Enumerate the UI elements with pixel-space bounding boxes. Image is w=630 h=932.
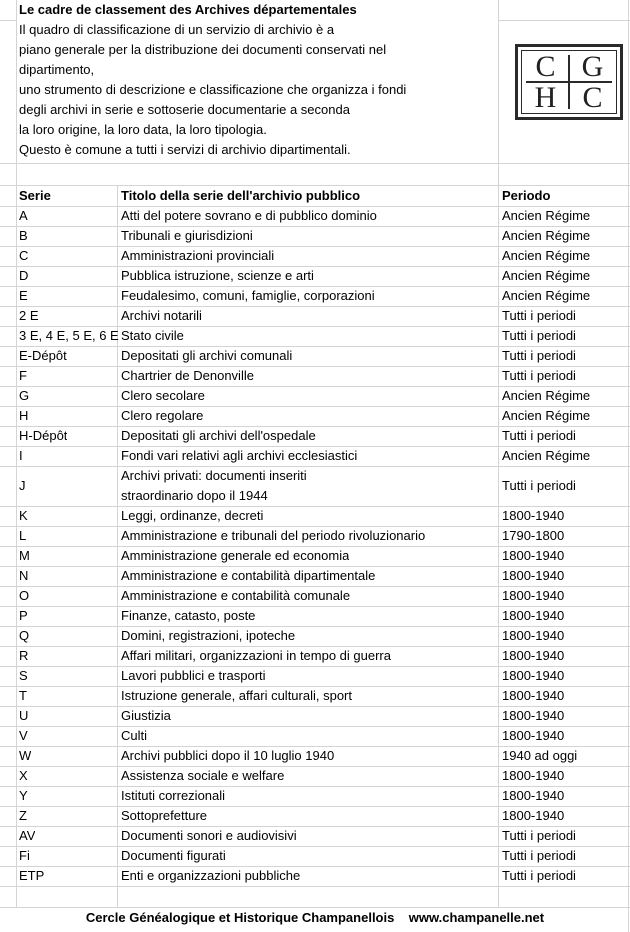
row-serie: F bbox=[19, 368, 27, 383]
row-periodo: Ancien Régime bbox=[502, 408, 591, 423]
row-periodo: Tutti i periodi bbox=[502, 428, 576, 443]
row-serie: G bbox=[19, 388, 30, 403]
row-titolo: Lavori pubblici e trasporti bbox=[121, 668, 266, 683]
row-titolo: Tribunali e giurisdizioni bbox=[121, 228, 253, 243]
row-periodo: Tutti i periodi bbox=[502, 828, 576, 843]
row-periodo: 1800-1940 bbox=[502, 788, 565, 803]
row-titolo: Pubblica istruzione, scienze e arti bbox=[121, 268, 314, 283]
grid-col-title-periodo bbox=[498, 0, 499, 908]
row-periodo: 1800-1940 bbox=[502, 588, 565, 603]
row-periodo: 1800-1940 bbox=[502, 628, 565, 643]
row-periodo: Ancien Régime bbox=[502, 228, 591, 243]
row-titolo: Depositati gli archivi dell'ospedale bbox=[121, 428, 316, 443]
row-serie: V bbox=[19, 728, 28, 743]
intro-line: piano generale per la distribuzione dei documenti conservati nel bbox=[19, 42, 387, 57]
intro-line: la loro origine, la loro data, la loro tipologia. bbox=[19, 122, 267, 137]
grid-line bbox=[0, 163, 630, 164]
row-periodo: Ancien Régime bbox=[502, 388, 591, 403]
row-periodo: 1800-1940 bbox=[502, 548, 565, 563]
grid-line bbox=[0, 466, 630, 467]
row-serie: S bbox=[19, 668, 28, 683]
row-titolo: Archivi privati: documenti inseriti bbox=[121, 468, 307, 483]
row-titolo: Archivi notarili bbox=[121, 308, 202, 323]
intro-line: Il quadro di classificazione di un servizio di archivio è a bbox=[19, 22, 335, 37]
row-serie: AV bbox=[19, 828, 36, 843]
row-periodo: 1800-1940 bbox=[502, 728, 565, 743]
row-serie: 2 E bbox=[19, 308, 39, 323]
row-serie: Z bbox=[19, 808, 27, 823]
row-titolo: Assistenza sociale e welfare bbox=[121, 768, 285, 783]
row-periodo: Ancien Régime bbox=[502, 248, 591, 263]
logo-letter: G bbox=[581, 49, 604, 83]
row-periodo: 1800-1940 bbox=[502, 568, 565, 583]
row-serie: W bbox=[19, 748, 32, 763]
row-titolo: Amministrazione e contabilità dipartimentale bbox=[121, 568, 376, 583]
row-serie: Y bbox=[19, 788, 28, 803]
row-serie: A bbox=[19, 208, 28, 223]
row-serie: B bbox=[19, 228, 28, 243]
grid-col-serie-title bbox=[117, 186, 118, 908]
row-serie: ETP bbox=[19, 868, 45, 883]
row-periodo: Ancien Régime bbox=[502, 288, 591, 303]
row-titolo: Documenti figurati bbox=[121, 848, 226, 863]
row-titolo: Archivi pubblici dopo il 10 luglio 1940 bbox=[121, 748, 335, 763]
grid-line bbox=[0, 20, 16, 21]
row-periodo: 1800-1940 bbox=[502, 648, 565, 663]
row-serie: E bbox=[19, 288, 28, 303]
row-titolo: Culti bbox=[121, 728, 148, 743]
row-periodo: 1800-1940 bbox=[502, 768, 565, 783]
row-titolo: Chartrier de Denonville bbox=[121, 368, 254, 383]
logo-letter: C bbox=[535, 49, 556, 83]
row-titolo: Atti del potere sovrano e di pubblico dominio bbox=[121, 208, 377, 223]
logo-letter: C bbox=[582, 80, 603, 114]
row-periodo: Tutti i periodi bbox=[502, 348, 576, 363]
row-serie: N bbox=[19, 568, 29, 583]
row-serie: C bbox=[19, 248, 29, 263]
row-titolo: Fondi vari relativi agli archivi ecclesiastici bbox=[121, 448, 358, 463]
intro-line: Questo è comune a tutti i servizi di archivio dipartimentali. bbox=[19, 142, 351, 157]
row-serie: M bbox=[19, 548, 30, 563]
logo-letter: H bbox=[534, 80, 557, 114]
row-periodo: Ancien Régime bbox=[502, 208, 591, 223]
row-titolo: Amministrazione e tribunali del periodo rivoluzionario bbox=[121, 528, 426, 543]
row-serie: Fi bbox=[19, 848, 30, 863]
row-titolo: Feudalesimo, comuni, famiglie, corporazioni bbox=[121, 288, 375, 303]
intro-line: degli archivi in serie e sottoserie documentarie a seconda bbox=[19, 102, 350, 117]
row-titolo: Sottoprefetture bbox=[121, 808, 207, 823]
row-periodo: Tutti i periodi bbox=[502, 328, 576, 343]
intro-text bbox=[19, 20, 494, 160]
row-titolo: Istruzione generale, affari culturali, sport bbox=[121, 688, 352, 703]
row-titolo: Clero regolare bbox=[121, 408, 204, 423]
header-titolo: Titolo della serie dell'archivio pubblico bbox=[121, 188, 361, 203]
row-periodo: 1800-1940 bbox=[502, 808, 565, 823]
intro-line: dipartimento, bbox=[19, 62, 95, 77]
row-titolo: Depositati gli archivi comunali bbox=[121, 348, 293, 363]
intro-line: uno strumento di descrizione e classificazione che organizza i fondi bbox=[19, 82, 407, 97]
row-periodo: 1800-1940 bbox=[502, 668, 565, 683]
row-serie: O bbox=[19, 588, 30, 603]
row-titolo: Istituti correzionali bbox=[121, 788, 226, 803]
row-titolo: Clero secolare bbox=[121, 388, 205, 403]
row-periodo: 1800-1940 bbox=[502, 508, 565, 523]
header-serie: Serie bbox=[19, 188, 51, 203]
row-periodo: Tutti i periodi bbox=[502, 848, 576, 863]
row-serie: H bbox=[19, 408, 29, 423]
row-titolo: Amministrazioni provinciali bbox=[121, 248, 275, 263]
row-titolo: Finanze, catasto, poste bbox=[121, 608, 256, 623]
row-periodo: Tutti i periodi bbox=[502, 368, 576, 383]
row-serie: E-Dépôt bbox=[19, 348, 67, 363]
grid-line bbox=[498, 20, 630, 21]
row-serie: P bbox=[19, 608, 28, 623]
page-title: Le cadre de classement des Archives départementales bbox=[19, 2, 357, 17]
row-serie: K bbox=[19, 508, 28, 523]
row-titolo: Enti e organizzazioni pubbliche bbox=[121, 868, 301, 883]
row-serie: X bbox=[19, 768, 28, 783]
row-serie: L bbox=[19, 528, 27, 543]
row-periodo: Tutti i periodi bbox=[502, 868, 576, 883]
row-serie: T bbox=[19, 688, 27, 703]
row-periodo: 1800-1940 bbox=[502, 708, 565, 723]
footer-credit: Cercle Généalogique et Historique Champanellois www.champanelle.net bbox=[85, 910, 545, 925]
row-periodo: 1800-1940 bbox=[502, 688, 565, 703]
row-titolo: Leggi, ordinanze, decreti bbox=[121, 508, 264, 523]
row-periodo: Ancien Régime bbox=[502, 268, 591, 283]
row-serie: H-Dépôt bbox=[19, 428, 68, 443]
row-titolo: Affari militari, organizzazioni in tempo di guerra bbox=[121, 648, 391, 663]
row-titolo: Documenti sonori e audiovisivi bbox=[121, 828, 297, 843]
row-periodo: 1800-1940 bbox=[502, 608, 565, 623]
row-serie: I bbox=[19, 448, 23, 463]
row-periodo: Tutti i periodi bbox=[502, 308, 576, 323]
row-titolo: Amministrazione generale ed economia bbox=[121, 548, 350, 563]
row-periodo: 1940 ad oggi bbox=[502, 748, 578, 763]
grid-line bbox=[0, 886, 630, 887]
row-titolo: straordinario dopo il 1944 bbox=[121, 488, 268, 503]
cghc-logo bbox=[515, 44, 623, 120]
row-serie: J bbox=[19, 478, 26, 493]
row-periodo: Tutti i periodi bbox=[502, 478, 576, 493]
row-serie: 3 E, 4 E, 5 E, 6 E bbox=[19, 328, 119, 343]
row-titolo: Amministrazione e contabilità comunale bbox=[121, 588, 351, 603]
row-serie: D bbox=[19, 268, 29, 283]
header-periodo: Periodo bbox=[502, 188, 551, 203]
row-serie: Q bbox=[19, 628, 30, 643]
row-periodo: Ancien Régime bbox=[502, 448, 591, 463]
row-titolo: Giustizia bbox=[121, 708, 171, 723]
row-periodo: 1790-1800 bbox=[502, 528, 565, 543]
row-serie: R bbox=[19, 648, 29, 663]
row-titolo: Stato civile bbox=[121, 328, 184, 343]
grid-col-left bbox=[16, 0, 17, 908]
row-titolo: Domini, registrazioni, ipoteche bbox=[121, 628, 296, 643]
row-serie: U bbox=[19, 708, 29, 723]
